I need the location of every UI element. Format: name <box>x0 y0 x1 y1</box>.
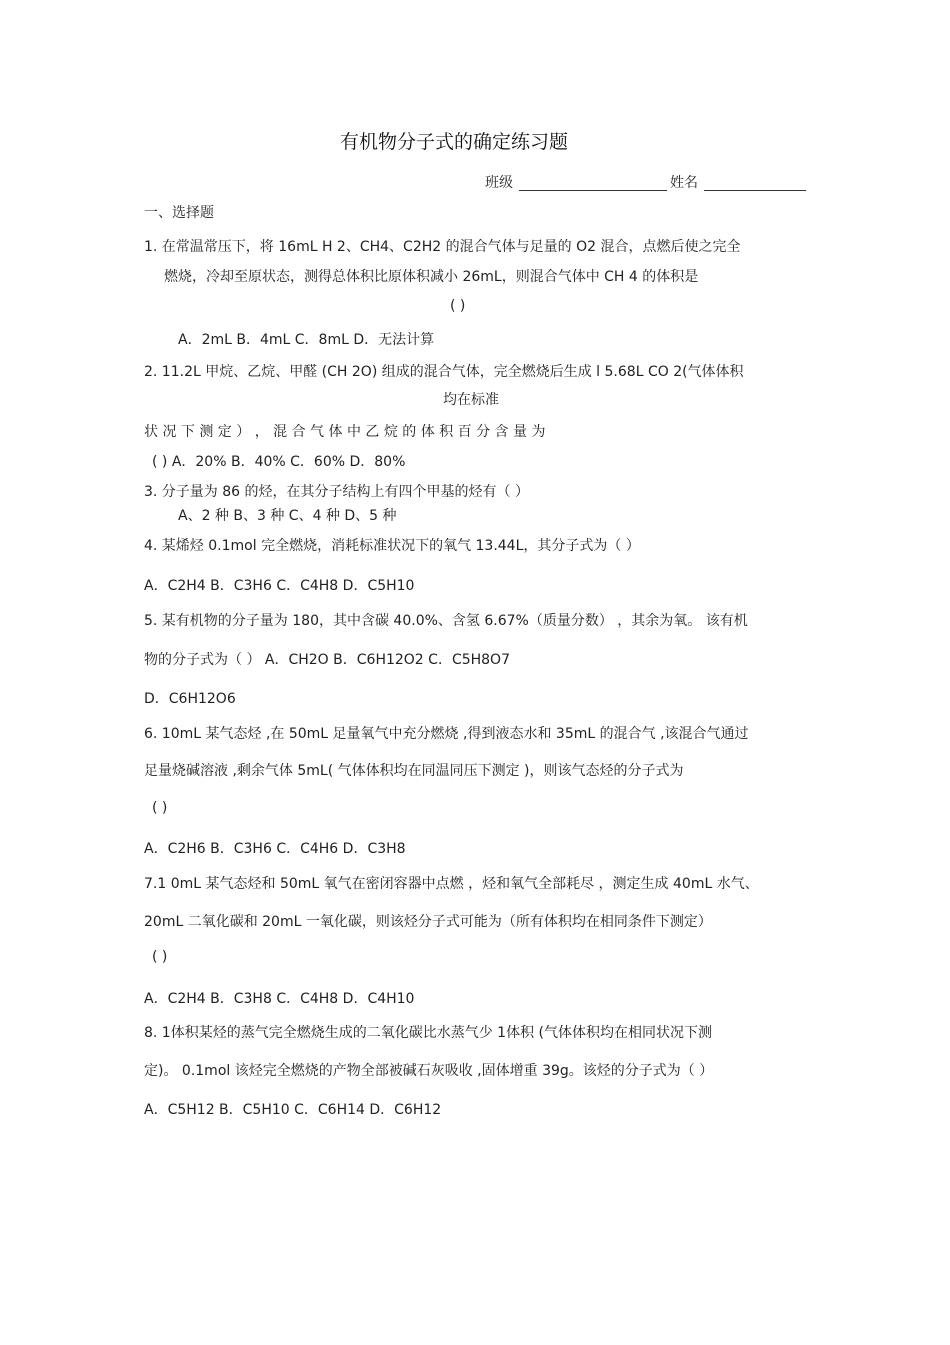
question-5-line-2: 物的分子式为（ ） A．CH2O B．C6H12O2 C．C5H8O7 <box>144 652 510 668</box>
question-3-options: A、2 种 B、3 种 C、4 种 D、5 种 <box>178 508 397 524</box>
question-6-answer-blank: ( ) <box>152 800 168 816</box>
question-4-options: A．C2H4 B．C3H6 C．C4H8 D．C5H10 <box>144 578 415 594</box>
question-6-line-2: 足量烧碱溶液 ,剩余气体 5mL( 气体体积均在同温同压下测定 )，则该气态烃的分子式为 <box>144 763 684 779</box>
question-6-options: A．C2H6 B．C3H6 C．C4H6 D．C3H8 <box>144 841 406 857</box>
question-8-line-1: 8. 1体积某烃的蒸气完全燃烧生成的二氧化碳比水蒸气少 1体积 (气体体积均在相同状况下测 <box>144 1025 712 1041</box>
question-1-line-2: 燃烧，冷却至原状态，测得总体积比原体积减小 26mL，则混合气体中 CH 4 的体积是 <box>164 269 699 285</box>
section-heading: 一、选择题 <box>144 205 214 221</box>
question-1-answer-blank: ( ) <box>450 298 466 314</box>
name-label: 姓名 <box>670 175 698 191</box>
question-4-line-1: 4. 某烯烃 0.1mol 完全燃烧，消耗标准状况下的氧气 13.44L，其分子式为（ ） <box>144 538 640 554</box>
question-8-options: A．C5H12 B．C5H10 C．C6H14 D．C6H12 <box>144 1102 442 1118</box>
question-7-answer-blank: ( ) <box>152 949 168 965</box>
class-label: 班级 <box>485 175 513 191</box>
question-3-line-1: 3. 分子量为 86 的烃，在其分子结构上有四个甲基的烃有（ ） <box>144 484 529 500</box>
question-8-line-2: 定)。 0.1mol 该烃完全燃烧的产物全部被碱石灰吸收 ,固体增重 39g。该烃的分子式为（ ） <box>144 1063 714 1079</box>
question-6-line-1: 6. 10mL 某气态烃 ,在 50mL 足量氧气中充分燃烧 ,得到液态水和 35mL 的混合气 ,该混合气通过 <box>144 726 749 742</box>
page-title: 有机物分子式的确定练习题 <box>340 131 569 153</box>
question-2-options: ( ) A．20% B．40% C．60% D．80% <box>152 454 406 470</box>
question-2-line-1: 2. 11.2L 甲烷、乙烷、甲醛 (CH 2O) 组成的混合气体，完全燃烧后生成 l 5.68L CO 2(气体体积 <box>144 364 744 380</box>
question-5-line-1: 5. 某有机物的分子量为 180，其中含碳 40.0%、含氢 6.67%（质量分数） ，其余为氧。 该有机 <box>144 613 748 629</box>
question-7-line-1: 7.1 0mL 某气态烃和 50mL 氧气在密闭容器中点燃 ，烃和氧气全部耗尽 ，测定生成 40mL 水气、 <box>144 876 759 892</box>
question-2-line-3: 状 况 下 测 定 ） ， 混 合 气 体 中 乙 烷 的 体 积 百 分 含 量 为 <box>144 424 546 440</box>
name-blank <box>704 190 806 191</box>
question-1-line-1: 1. 在常温常压下，将 16mL H 2、CH4、C2H2 的混合气体与足量的 O2 混合，点燃后使之完全 <box>144 239 741 255</box>
question-1-options: A．2mL B．4mL C．8mL D．无法计算 <box>178 332 435 348</box>
question-7-options: A．C2H4 B．C3H8 C．C4H8 D．C4H10 <box>144 991 415 1007</box>
class-blank <box>519 190 667 191</box>
question-2-line-2: 均在标准 <box>443 392 499 408</box>
question-7-line-2: 20mL 二氧化碳和 20mL 一氧化碳，则该烃分子式可能为（所有体积均在相同条件下测定） <box>144 914 712 930</box>
question-5-option-d: D．C6H12O6 <box>144 691 236 707</box>
